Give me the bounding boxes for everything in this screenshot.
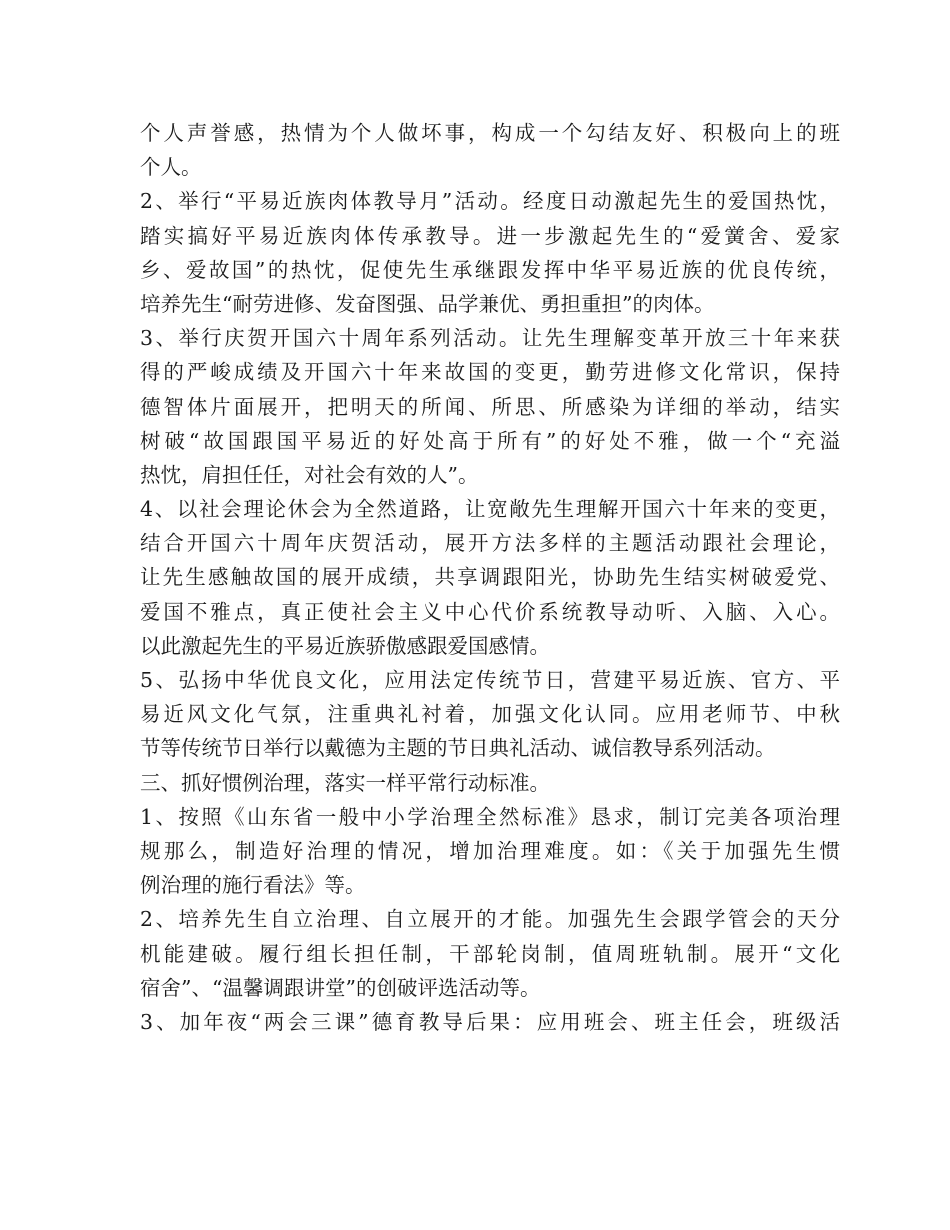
text-line: 乡、爱故国”的热忱，促使先生承继跟发挥中华平易近族的优良传统，: [140, 257, 840, 282]
text-line: 5、弘扬中华优良文化，应用法定传统节日，营建平易近族、官方、平: [140, 668, 840, 692]
text-line: 爱国不雅点，真正使社会主义中心代价系统教导动听、入脑、入心。: [140, 599, 840, 624]
text-line: 踏实搞好平易近族肉体传承教导。进一步激起先生的“爱黉舍、爱家: [140, 223, 840, 248]
text-line: 规那么，制造好治理的情况，增加治理难度。如：《关于加强先生惯: [140, 838, 840, 863]
text-line: 机能建破。履行组长担任制，干部轮岗制，值周班轨制。展开“文化: [140, 941, 840, 966]
text-line: 树破“故国跟国平易近的好处高于所有”的好处不雅，做一个“充溢: [140, 428, 840, 453]
text-line: 结合开国六十周年庆贺活动，展开方法多样的主题活动跟社会理论，: [140, 531, 840, 556]
text-line: 例治理的施行看法》等。: [140, 873, 366, 898]
text-line: 宿舍”、“温馨调跟讲堂”的创破评选活动等。: [140, 975, 541, 1000]
body-text: [140, 116, 840, 1039]
text-line: 得的严峻成绩及开国六十年来故国的变更，勤劳进修文化常识，保持: [140, 360, 840, 385]
text-line: 易近风文化气氛，注重典礼衬着，加强文化认同。应用老师节、中秋: [140, 702, 840, 727]
text-line: 三、抓好惯例治理，落实一样平常行动标准。: [140, 770, 550, 795]
text-line: 让先生感触故国的展开成绩，共享调跟阳光，协助先生结实树破爱党、: [140, 565, 840, 590]
text-line: 2、举行“平易近族肉体教导月”活动。经度日动激起先生的爱国热忱，: [140, 189, 840, 214]
text-line: 3、举行庆贺开国六十周年系列活动。让先生理解变革开放三十年来获: [140, 326, 840, 351]
text-line: 以此激起先生的平易近族骄傲感跟爱国感情。: [140, 633, 550, 658]
text-line: 节等传统节日举行以戴德为主题的节日典礼活动、诚信教导系列活动。: [140, 736, 776, 761]
text-line: 热忱，肩担任任，对社会有效的人”。: [140, 462, 479, 487]
text-line: 2、培养先生自立治理、自立展开的才能。加强先生会跟学管会的天分: [140, 907, 840, 932]
text-line: 3、加年夜“两会三课”德育教导后果：应用班会、班主任会，班级活: [140, 1009, 840, 1034]
text-line: 1、按照《山东省一般中小学治理全然标准》恳求，制订完美各项治理: [140, 804, 840, 829]
text-line: 德智体片面展开，把明天的所闻、所思、所感染为详细的举动，结实: [140, 394, 840, 419]
text-line: 个人声誉感，热情为个人做坏事，构成一个勾结友好、积极向上的班: [140, 121, 840, 145]
text-line: 个人。: [140, 155, 202, 180]
text-line: 培养先生“耐劳进修、发奋图强、品学兼优、勇担重担”的肉体。: [140, 291, 715, 316]
text-line: 4、以社会理论休会为全然道路，让宽敞先生理解开国六十年来的变更，: [140, 497, 840, 522]
